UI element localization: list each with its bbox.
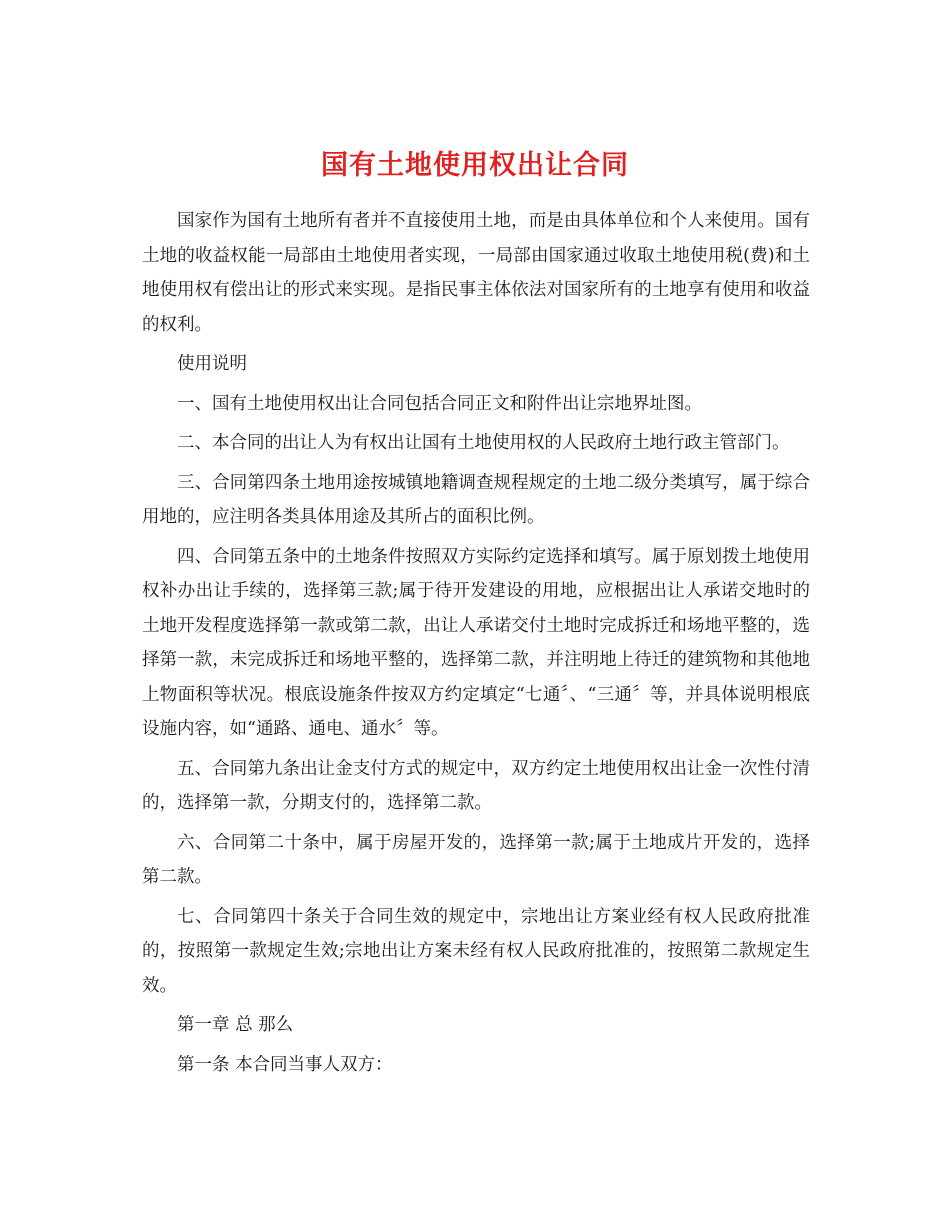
usage-heading: 使用说明 <box>177 354 247 374</box>
usage-item-5: 五、合同第九条出让金支付方式的规定中，双方约定土地使用权出让金一次性付清的，选择第一款，分期支付的，选择第二款。 <box>142 758 810 813</box>
usage-item-4: 四、合同第五条中的土地条件按照双方实际约定选择和填写。属于原划拨土地使用权补办出让手续的，选择第三款;属于待开发建设的用地，应根据出让人承诺交地时的土地开发程度选择第一款或第二款，出让人承诺交付土地时完成拆迁和场地平整的，选择第一款，未完成拆迁和场地平整的，选择第二款，并注明地上待迁的建筑物和其他地上物面积等状况。根底设施条件按双方约定填定“七通〞、“三通〞等，并具体说明根底设施内容，如“通路、通电、通水〞等。 <box>142 546 810 739</box>
usage-item-3: 三、合同第四条土地用途按城镇地籍调查规程规定的土地二级分类填写，属于综合用地的，应注明各类具体用途及其所占的面积比例。 <box>142 472 810 527</box>
usage-item-2: 二、本合同的出让人为有权出让国有土地使用权的人民政府土地行政主管部门。 <box>177 433 790 453</box>
usage-item-1: 一、国有土地使用权出让合同包括合同正文和附件出让宗地界址图。 <box>177 393 702 414</box>
article-1: 第一条 本合同当事人双方： <box>177 1054 393 1075</box>
usage-item-7: 七、合同第四十条关于合同生效的规定中，宗地出让方案业经有权人民政府批准的，按照第一款规定生效;宗地出让方案未经有权人民政府批准的，按照第二款规定生效。 <box>142 906 810 996</box>
chapter-heading: 第一章 总 那么 <box>177 1015 294 1035</box>
intro-paragraph: 国家作为国有土地所有者并不直接使用土地，而是由具体单位和个人来使用。国有土地的收益权能一局部由土地使用者实现，一局部由国家通过收取土地使用税(费)和土地使用权有偿出让的形式来实现。是指民事主体依法对国家所有的土地享有使用和收益的权利。 <box>142 211 810 335</box>
document-title: 国有土地使用权出让合同 <box>321 150 629 182</box>
document-body <box>142 204 810 1087</box>
usage-item-6: 六、合同第二十条中，属于房屋开发的，选择第一款;属于土地成片开发的，选择第二款。 <box>142 832 810 887</box>
